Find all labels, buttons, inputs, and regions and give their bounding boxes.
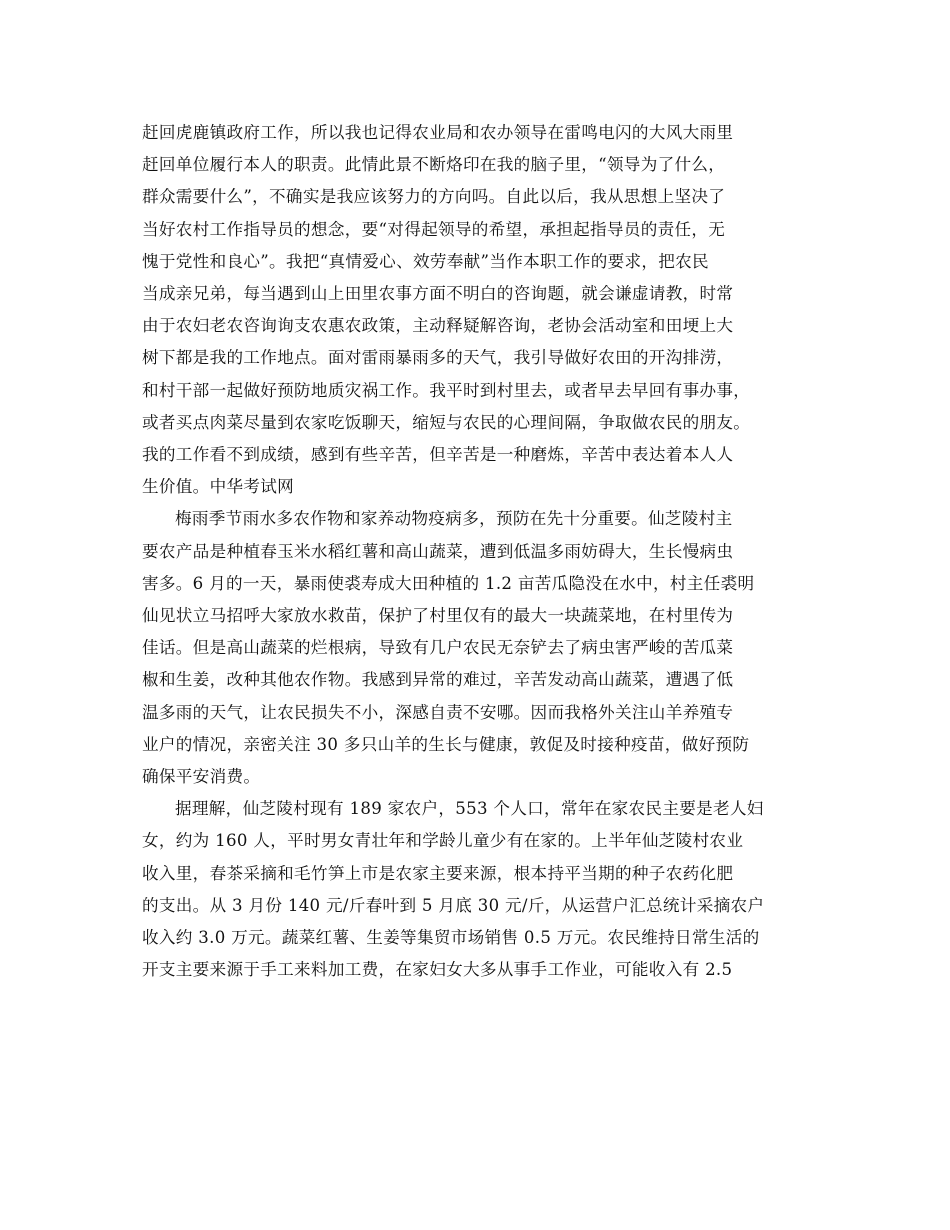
text-line: 或者买点肉菜尽量到农家吃饭聊天，缩短与农民的心理间隔，争取做农民的朋友。 xyxy=(142,412,751,432)
text-line: 群众需要什么”，不确实是我应该努力的方向吗。自此以后，我从思想上坚决了 xyxy=(142,187,726,207)
paragraph-1 xyxy=(142,117,812,503)
text-line: 收入约 3.0 万元。蔬菜红薯、生姜等集贸市场销售 0.5 万元。农民维持日常生活的 xyxy=(142,928,760,948)
text-line: 赶回虎鹿镇政府工作，所以我也记得农业局和农办领导在雷鸣电闪的大风大雨里 xyxy=(142,123,734,142)
text-line: 的支出。从 3 月份 140 元/斤春叶到 5 月底 30 元/斤，从运营户汇总统计采摘农户 xyxy=(142,895,765,915)
text-line: 赶回单位履行本人的职责。此情此景不断烙印在我的脑子里，“领导为了什么， xyxy=(142,155,726,175)
text-line: 开支主要来源于手工来料加工费，在家妇女大多从事手工作业，可能收入有 2.5 xyxy=(142,960,733,980)
text-line: 害多。6 月的一天，暴雨使裘寿成大田种植的 1.2 亩苦瓜隐没在水中，村主任裘明 xyxy=(142,573,755,593)
text-line: 女，约为 160 人，平时男女青壮年和学龄儿童少有在家的。上半年仙芝陵村农业 xyxy=(142,831,744,851)
text-line: 据理解，仙芝陵村现有 189 家农户，553 个人口，常年在家农民主要是老人妇 xyxy=(175,799,764,819)
text-line: 仙见状立马招呼大家放水救苗，保护了村里仅有的最大一块蔬菜地，在村里传为 xyxy=(142,606,734,626)
text-line: 生价值。中华考试网 xyxy=(142,477,295,497)
text-line: 和村干部一起做好预防地质灾祸工作。我平时到村里去，或者早去早回有事办事， xyxy=(142,380,751,400)
text-line: 树下都是我的工作地点。面对雷雨暴雨多的天气，我引导做好农田的开沟排涝， xyxy=(142,348,734,368)
text-line: 收入里，春茶采摘和毛竹笋上市是农家主要来源，根本持平当期的种子农药化肥 xyxy=(142,863,734,883)
text-line: 业户的情况，亲密关注 30 多只山羊的生长与健康，敦促及时接种疫苗，做好预防 xyxy=(142,734,750,754)
paragraph-2 xyxy=(142,503,812,793)
text-line: 当好农村工作指导员的想念，要“对得起领导的希望，承担起指导员的责任，无 xyxy=(142,219,726,239)
paragraph-3 xyxy=(142,793,812,986)
text-line: 确保平安消费。 xyxy=(142,767,261,787)
text-line: 当成亲兄弟，每当遇到山上田里农事方面不明白的咨询题，就会谦虚请教，时常 xyxy=(142,284,734,304)
text-line: 愧于党性和良心”。我把“真情爱心、效劳奉献”当作本职工作的要求，把农民 xyxy=(142,251,709,271)
text-line: 梅雨季节雨水多农作物和家养动物疫病多，预防在先十分重要。仙芝陵村主 xyxy=(175,509,733,529)
text-line: 要农产品是种植春玉米水稻红薯和高山蔬菜，遭到低温多雨妨碍大，生长慢病虫 xyxy=(142,541,734,561)
text-line: 椒和生姜，改种其他农作物。我感到异常的难过，辛苦发动高山蔬菜，遭遇了低 xyxy=(142,670,734,690)
text-line: 由于农妇老农咨询询支农惠农政策，主动释疑解咨询，老协会活动室和田埂上大 xyxy=(142,316,734,336)
text-line: 我的工作看不到成绩，感到有些辛苦，但辛苦是一种磨炼，辛苦中表达着本人人 xyxy=(142,445,734,465)
text-line: 温多雨的天气，让农民损失不小，深感自责不安哪。因而我格外关注山羊养殖专 xyxy=(142,702,734,722)
document-body xyxy=(142,117,812,986)
text-line: 佳话。但是高山蔬菜的烂根病，导致有几户农民无奈铲去了病虫害严峻的苦瓜菜 xyxy=(142,638,734,658)
